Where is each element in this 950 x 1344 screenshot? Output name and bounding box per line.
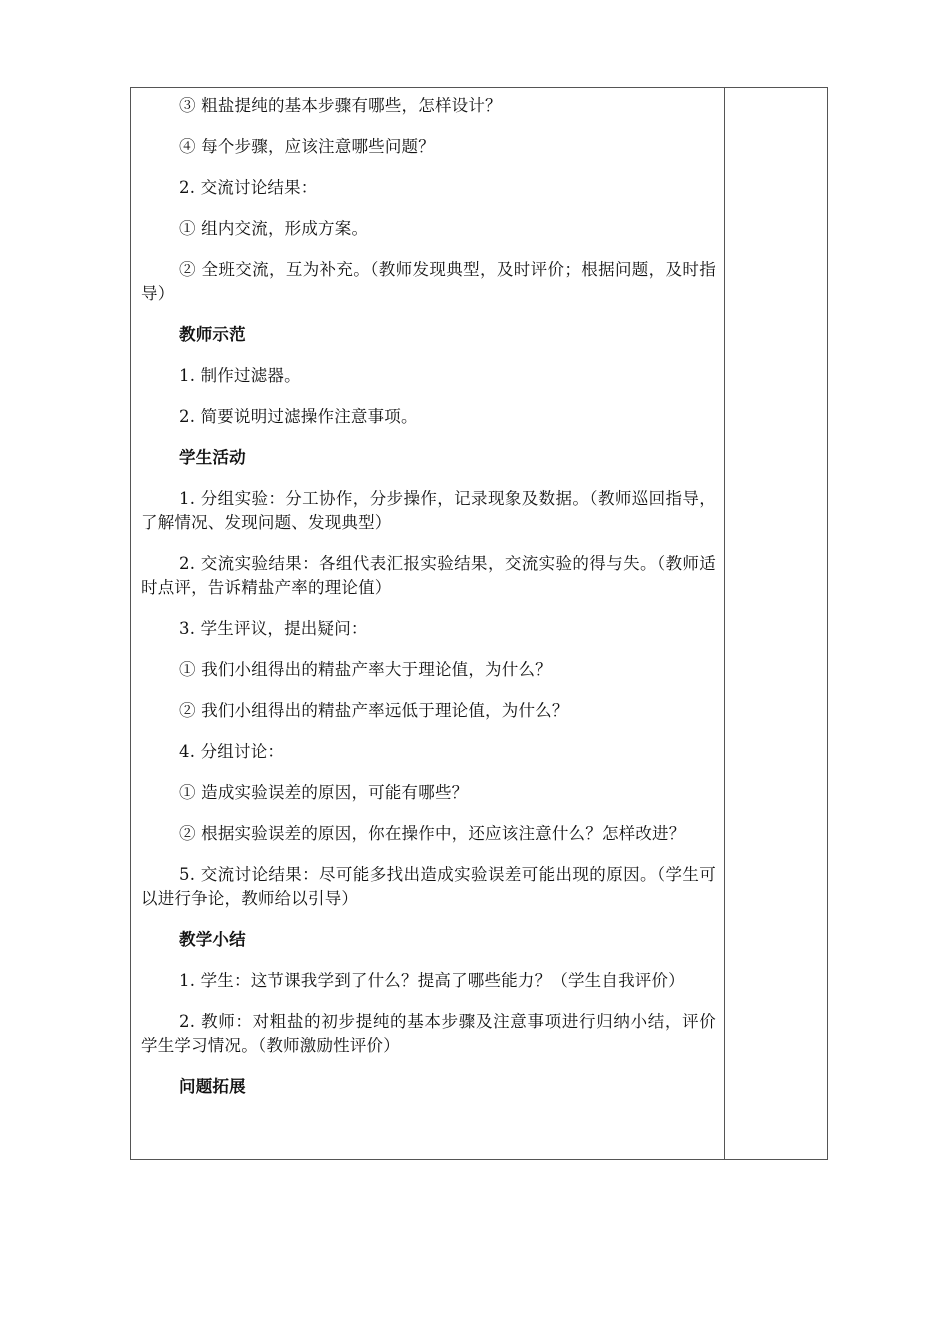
paragraph: ① 我们小组得出的精盐产率大于理论值，为什么？ [179,660,552,679]
paragraph: 2. 教师：对粗盐的初步提纯的基本步骤及注意事项进行归纳小结，评价学生学习情况。（教师激励性评价） [141,1012,716,1055]
paragraph: 2. 简要说明过滤操作注意事项。 [179,407,418,426]
paragraph: ② 根据实验误差的原因，你在操作中，还应该注意什么？怎样改进？ [179,824,686,843]
paragraph: ② 我们小组得出的精盐产率远低于理论值，为什么？ [179,701,569,720]
paragraph: 3. 学生评议，提出疑问： [179,619,368,638]
paragraph: ② 全班交流，互为补充。（教师发现典型，及时评价；根据问题，及时指导） [141,260,716,303]
section-heading: 学生活动 [179,448,246,467]
paragraph: ④ 每个步骤，应该注意哪些问题？ [179,137,435,156]
section-heading: 教学小结 [179,930,246,949]
paragraph: 2. 交流实验结果：各组代表汇报实验结果，交流实验的得与失。（教师适时点评，告诉精盐产率的理论值） [141,554,716,597]
paragraph: 1. 学生：这节课我学到了什么？提高了哪些能力？（学生自我评价） [179,971,685,990]
paragraph: ① 造成实验误差的原因，可能有哪些？ [179,783,469,802]
main-content-cell [131,88,725,1159]
paragraph: 1. 分组实验：分工协作，分步操作，记录现象及数据。（教师巡回指导，了解情况、发现问题、发现典型） [141,489,716,532]
paragraph: ① 组内交流，形成方案。 [179,219,369,238]
paragraph: 2. 交流讨论结果： [179,178,318,197]
section-heading: 问题拓展 [179,1077,246,1096]
paragraph: ③ 粗盐提纯的基本步骤有哪些，怎样设计？ [179,96,502,115]
notes-cell [725,88,827,1159]
lesson-plan-table [130,87,828,1160]
paragraph: 1. 制作过滤器。 [179,366,301,385]
paragraph: 4. 分组讨论： [179,742,285,761]
section-heading: 教师示范 [179,325,246,344]
paragraph: 5. 交流讨论结果：尽可能多找出造成实验误差可能出现的原因。（学生可以进行争论，教师给以引导） [141,865,716,908]
